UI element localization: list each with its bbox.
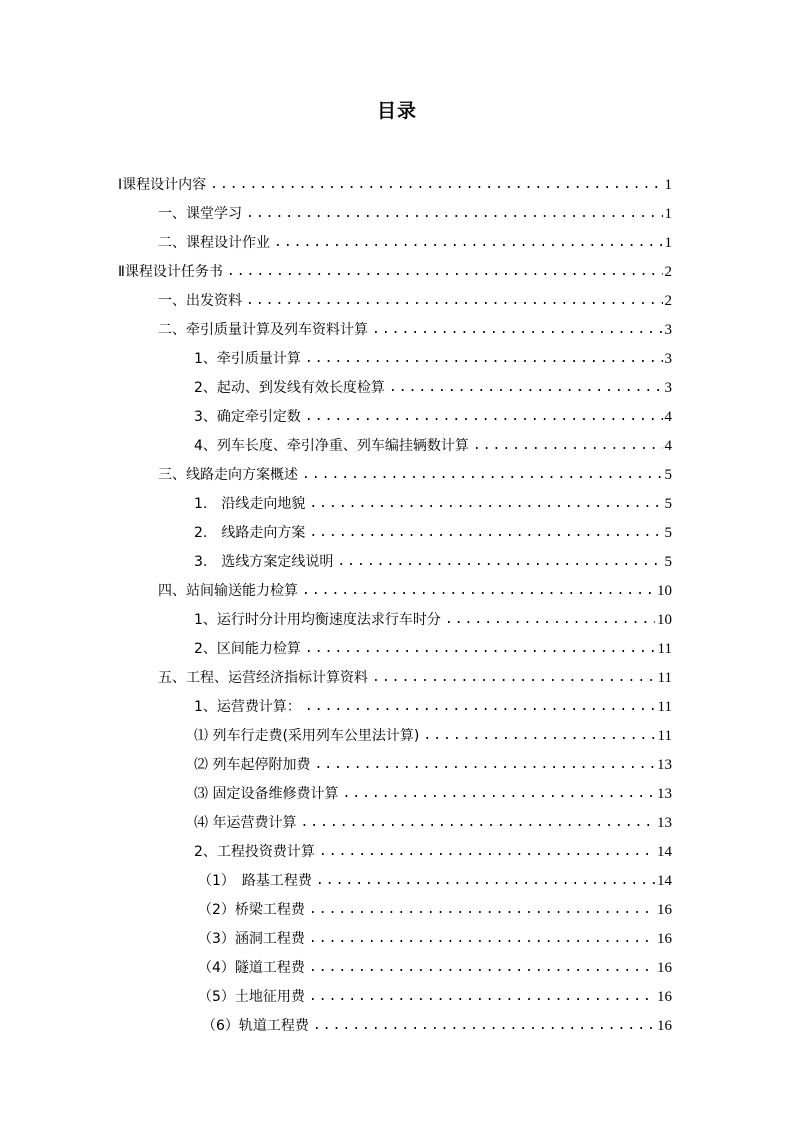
dot-leader [473, 436, 663, 456]
toc-entry[interactable] [158, 283, 672, 311]
toc-entry[interactable] [194, 718, 672, 746]
toc-entry-label: 一、出发资料 [158, 293, 242, 309]
toc-entry[interactable] [158, 225, 672, 253]
toc-entry-label: （2）桥梁工程费 [198, 902, 305, 918]
toc-entry-page: 1 [664, 177, 672, 193]
toc-entry[interactable] [118, 167, 672, 195]
toc-entry-page: 5 [664, 525, 672, 541]
toc-entry-page: 4 [664, 438, 672, 454]
toc-entry-page: 2 [664, 264, 672, 280]
toc-entry-label: 2、工程投资费计算 [194, 844, 315, 860]
toc-entry[interactable] [194, 544, 672, 572]
toc-entry[interactable] [194, 428, 672, 456]
toc-entry-page: 3 [664, 380, 672, 396]
dot-leader [309, 900, 655, 920]
toc-entry-page: 11 [657, 728, 672, 744]
toc-entry-label: ⑶ 固定设备维修费计算 [194, 786, 339, 802]
dot-leader [309, 929, 655, 949]
toc-entry-label: （5）土地征用费 [198, 989, 305, 1005]
toc-entry-label: 2、起动、到发线有效长度检算 [194, 380, 385, 396]
toc-entry[interactable] [194, 515, 672, 543]
dot-leader [445, 610, 655, 630]
toc-entry[interactable] [198, 892, 672, 920]
dot-leader [337, 552, 662, 572]
toc-entry-page: 11 [657, 670, 672, 686]
dot-leader [309, 523, 662, 543]
toc-entry-page: 4 [664, 409, 672, 425]
dot-leader [274, 233, 663, 253]
dot-leader [302, 465, 663, 485]
toc-entry-page: 14 [657, 844, 672, 860]
toc-entry-label: 4、列车长度、牵引净重、列车编挂辆数计算 [194, 438, 469, 454]
toc-entry[interactable] [194, 370, 672, 398]
toc-entry-label: 二、课程设计作业 [158, 235, 270, 251]
dot-leader [316, 871, 655, 891]
toc-entry-page: 13 [657, 757, 672, 773]
toc-entry-label: ⑴ 列车行走费(采用列车公里法计算) [194, 728, 420, 744]
toc-entry-page: 16 [657, 989, 672, 1005]
toc-entry-label: 2、区间能力检算 [194, 641, 301, 657]
toc-entry-page: 5 [664, 467, 672, 483]
dot-leader [246, 204, 663, 224]
toc-entry[interactable] [194, 399, 672, 427]
toc-entry-page: 3 [664, 351, 672, 367]
toc-entry-page: 16 [657, 902, 672, 918]
toc-entry-label: （6）轨道工程费 [202, 1018, 309, 1034]
toc-entry-label: ⑷ 年运营费计算 [194, 815, 297, 831]
toc-entry[interactable] [194, 602, 672, 630]
toc-entry-page: 16 [657, 931, 672, 947]
toc-entry-label: 一、课堂学习 [158, 206, 242, 222]
toc-entry-label: 二、牵引质量计算及列车资料计算 [158, 322, 368, 338]
toc-entry-page: 11 [657, 641, 672, 657]
toc-entry-label: 2. 线路走向方案 [194, 525, 306, 541]
toc-entry-label: 五、工程、运营经济指标计算资料 [158, 670, 368, 686]
toc-entry[interactable] [194, 631, 672, 659]
toc-entry[interactable] [194, 776, 672, 804]
dot-leader [210, 175, 662, 195]
dot-leader [314, 755, 655, 775]
toc-entry-page: 5 [664, 496, 672, 512]
toc-entry-page: 16 [657, 1018, 672, 1034]
toc-entry[interactable] [194, 341, 672, 369]
dot-leader [309, 958, 655, 978]
dot-leader [305, 407, 663, 427]
toc-title: 目录 [376, 100, 417, 122]
toc-entry[interactable] [194, 689, 672, 717]
dot-leader [305, 697, 656, 717]
toc-entry-page: 1 [664, 206, 672, 222]
dot-leader [313, 1016, 655, 1036]
toc-entry-label: 1、牵引质量计算 [194, 351, 301, 367]
dot-leader [305, 349, 663, 369]
toc-entry-label: （4）隧道工程费 [198, 960, 305, 976]
toc-entry-page: 16 [657, 960, 672, 976]
toc-entry[interactable] [198, 979, 672, 1007]
toc-entry[interactable] [118, 254, 672, 282]
toc-entry[interactable] [158, 196, 672, 224]
toc-entry-page: 5 [664, 554, 672, 570]
toc-entry-page: 1 [664, 235, 672, 251]
toc-entry-page: 14 [657, 873, 672, 889]
toc-entry-page: 10 [657, 612, 672, 628]
toc-entry[interactable] [158, 660, 672, 688]
dot-leader [319, 842, 655, 862]
toc-entry-page: 13 [657, 786, 672, 802]
dot-leader [227, 262, 663, 282]
toc-entry-label: （1） 路基工程费 [198, 873, 312, 889]
dot-leader [300, 813, 655, 833]
toc-entry[interactable] [194, 486, 672, 514]
toc-entry-label: ⑵ 列车起停附加费 [194, 757, 311, 773]
toc-entry[interactable] [158, 457, 672, 485]
toc-entry-label: 1、运营费计算： [194, 699, 301, 715]
dot-leader [246, 291, 663, 311]
dot-leader [309, 494, 662, 514]
dot-leader [342, 784, 655, 804]
toc-entry[interactable] [194, 834, 672, 862]
toc-entry-label: 3、确定牵引定数 [194, 409, 301, 425]
dot-leader [305, 639, 656, 659]
dot-leader [389, 378, 663, 398]
toc-entry-page: 10 [657, 583, 672, 599]
toc-entry-label: Ⅰ课程设计内容 [118, 177, 207, 193]
dot-leader [372, 320, 663, 340]
dot-leader [423, 726, 655, 746]
dot-leader [302, 581, 655, 601]
toc-entry-label: 四、站间输送能力检算 [158, 583, 298, 599]
toc-entry[interactable] [202, 1008, 672, 1036]
toc-entry-page: 3 [664, 322, 672, 338]
dot-leader [372, 668, 656, 688]
toc-entry-page: 11 [657, 699, 672, 715]
toc-entry[interactable] [198, 950, 672, 978]
toc-entry-label: 3. 选线方案定线说明 [194, 554, 334, 570]
toc-entry-label: （3）涵洞工程费 [198, 931, 305, 947]
toc-entry[interactable] [158, 312, 672, 340]
toc-entry[interactable] [198, 863, 672, 891]
dot-leader [309, 987, 655, 1007]
toc-entry-label: 1. 沿线走向地貌 [194, 496, 306, 512]
toc-entry-label: 三、线路走向方案概述 [158, 467, 298, 483]
toc-entry[interactable] [198, 921, 672, 949]
toc-entry-page: 13 [657, 815, 672, 831]
toc-entry[interactable] [158, 573, 672, 601]
toc-entry[interactable] [194, 805, 672, 833]
toc-entry-label: 1、运行时分计用均衡速度法求行车时分 [194, 612, 441, 628]
toc-entry-label: Ⅱ课程设计任务书 [118, 264, 223, 280]
toc-entry[interactable] [194, 747, 672, 775]
toc-entry-page: 2 [664, 293, 672, 309]
